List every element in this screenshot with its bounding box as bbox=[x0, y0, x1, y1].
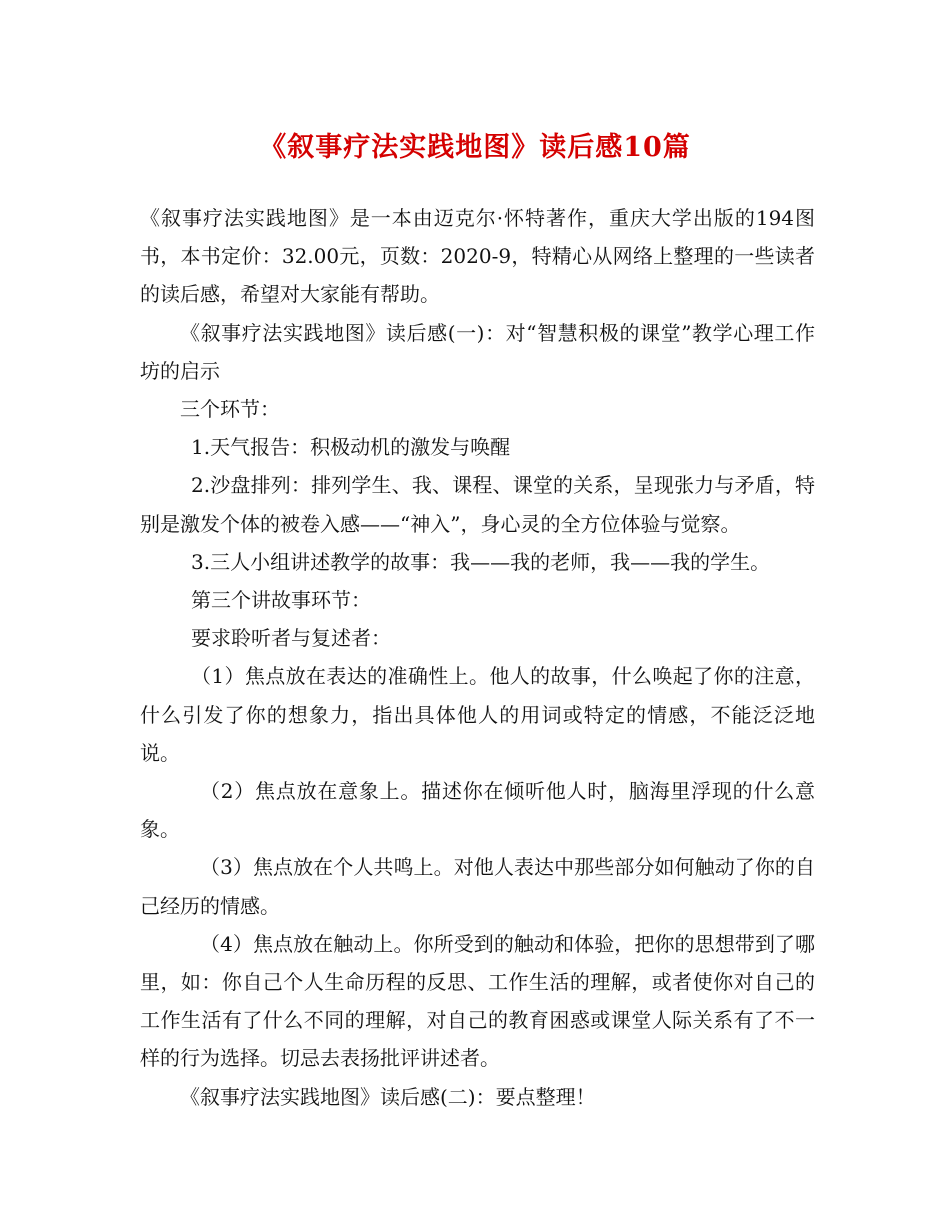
requirement-item-4: （4）焦点放在触动上。你所受到的触动和体验，把你的思想带到了哪里，如：你自己个人生命历程的反思、工作生活的理解，或者使你对自己的工作生活有了什么不同的理解，对自己的教育困惑或课堂人际关系有了不一样的行为选择。切忌去表扬批评讲述者。 bbox=[140, 931, 815, 1071]
requirement-item-3: （3）焦点放在个人共鸣上。对他人表达中那些部分如何触动了你的自己经历的情感。 bbox=[140, 855, 815, 918]
review-heading-1: 《叙事疗法实践地图》读后感(一)：对“智慧积极的课堂”教学心理工作坊的启示 bbox=[140, 320, 815, 383]
list-item-sandplay: 2.沙盘排列：排列学生、我、课程、课堂的关系，呈现张力与矛盾，特别是激发个体的被卷入感——“神入”，身心灵的全方位体验与觉察。 bbox=[140, 473, 815, 536]
list-item-weather-report: 1.天气报告：积极动机的激发与唤醒 bbox=[191, 435, 511, 460]
document-body bbox=[140, 199, 815, 1116]
paragraph-third-section: 第三个讲故事环节： bbox=[191, 588, 371, 613]
review-heading-2: 《叙事疗法实践地图》读后感(二)：要点整理！ bbox=[180, 1084, 596, 1109]
paragraph-requirements: 要求聆听者与复述者： bbox=[191, 626, 391, 651]
requirement-item-2: （2）焦点放在意象上。描述你在倾听他人时，脑海里浮现的什么意象。 bbox=[140, 779, 815, 842]
intro-paragraph: 《叙事疗法实践地图》是一本由迈克尔·怀特著作，重庆大学出版的194图书，本书定价：32.00元，页数：2020-9，特精心从网络上整理的一些读者的读后感，希望对大家能有帮助。 bbox=[140, 206, 815, 307]
document-title: 《叙事疗法实践地图》读后感10篇 bbox=[259, 132, 691, 163]
list-item-group-story: 3.三人小组讲述教学的故事：我——我的老师，我——我的学生。 bbox=[191, 549, 771, 574]
requirement-item-1: （1）焦点放在表达的准确性上。他人的故事，什么唤起了你的注意，什么引发了你的想象力，指出具体他人的用词或特定的情感，不能泛泛地说。 bbox=[140, 664, 815, 765]
paragraph-three-sections: 三个环节： bbox=[180, 397, 280, 422]
